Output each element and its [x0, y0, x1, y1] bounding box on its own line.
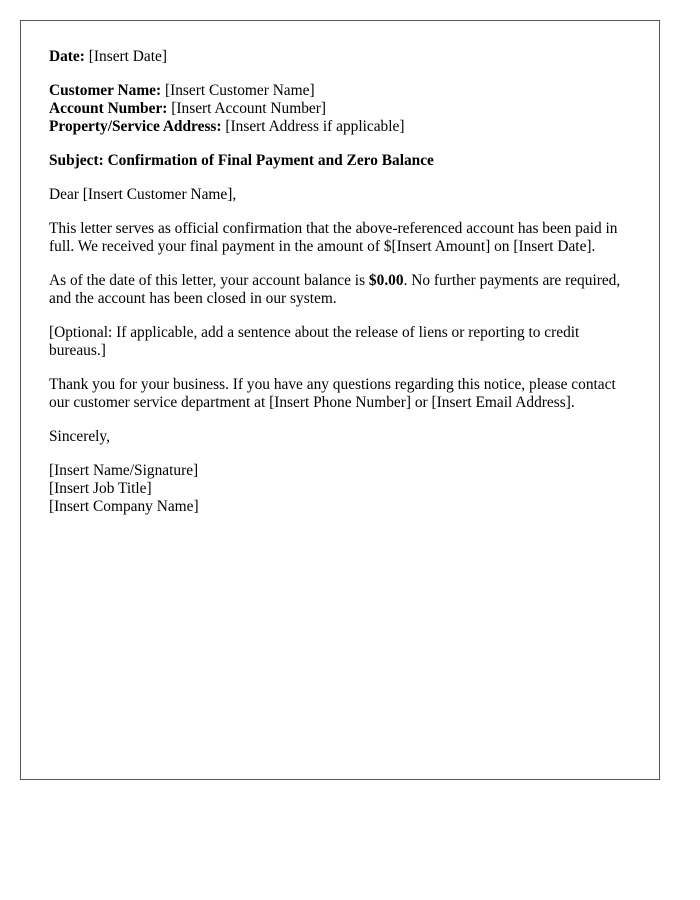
date-line: [49, 48, 631, 66]
closing: Sincerely,: [49, 428, 110, 445]
address-label: Property/Service Address:: [49, 118, 222, 135]
balance-text-after: . No further payments are required, and the account has been closed in our system.: [49, 272, 621, 307]
customer-name-line: [49, 82, 631, 100]
account-number-line: [49, 100, 631, 118]
account-number-value: [Insert Account Number]: [171, 100, 326, 117]
address-line: [49, 118, 631, 136]
balance-text-before: As of the date of this letter, your account balance is: [49, 272, 369, 289]
letter-page: [20, 20, 660, 780]
paragraph-thank-you: Thank you for your business. If you have any questions regarding this notice, please contact our customer service department at [Insert Phone Number] or [Insert Email Address].: [49, 376, 616, 411]
signature-name: [Insert Name/Signature]: [49, 462, 199, 479]
paragraph-payment-confirmation: This letter serves as official confirmation that the above-referenced account has been paid in full. We received your final payment in the amount of $[Insert Amount] on [Insert Date].: [49, 220, 618, 255]
paragraph-optional: [Optional: If applicable, add a sentence about the release of liens or reporting to credit bureaus.]: [49, 324, 580, 359]
customer-name-label: Customer Name:: [49, 82, 162, 99]
date-label: Date:: [49, 48, 85, 65]
address-value: [Insert Address if applicable]: [225, 118, 405, 135]
customer-info-block: [49, 82, 631, 136]
date-value: [Insert Date]: [88, 48, 167, 65]
subject-text: Subject: Confirmation of Final Payment and Zero Balance: [49, 152, 434, 169]
signature-title: [Insert Job Title]: [49, 480, 152, 497]
account-number-label: Account Number:: [49, 100, 168, 117]
paragraph-balance: [49, 272, 631, 308]
signature-block: [49, 462, 631, 516]
balance-amount: $0.00: [368, 272, 404, 289]
salutation: Dear [Insert Customer Name],: [49, 186, 237, 203]
signature-company: [Insert Company Name]: [49, 498, 199, 515]
customer-name-value: [Insert Customer Name]: [164, 82, 315, 99]
subject-line: [49, 152, 631, 170]
